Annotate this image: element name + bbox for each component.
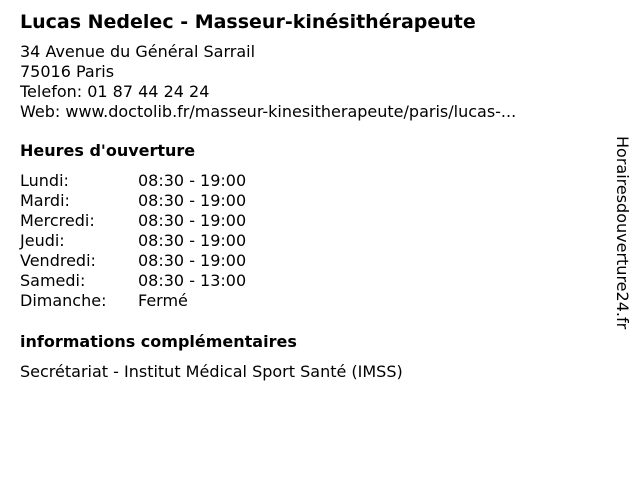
- hours-row-thursday: [20, 231, 600, 251]
- day-label: Mercredi:: [20, 211, 95, 230]
- hours-row-sunday: [20, 291, 600, 311]
- address-street: 34 Avenue du Général Sarrail: [20, 42, 256, 61]
- time-value: 08:30 - 19:00: [138, 171, 247, 190]
- hours-row-saturday: [20, 271, 600, 291]
- info-text: Secrétariat - Institut Médical Sport Santé (IMSS): [20, 362, 403, 381]
- phone-number: Telefon: 01 87 44 24 24: [20, 82, 210, 101]
- day-label: Lundi:: [20, 171, 69, 190]
- time-value: 08:30 - 19:00: [138, 231, 247, 250]
- business-card: [20, 10, 600, 382]
- day-label: Jeudi:: [20, 231, 65, 250]
- day-label: Mardi:: [20, 191, 70, 210]
- hours-row-monday: [20, 171, 600, 191]
- time-value: Fermé: [138, 291, 188, 310]
- day-label: Vendredi:: [20, 251, 96, 270]
- info-heading: informations complémentaires: [20, 332, 297, 351]
- hours-row-tuesday: [20, 191, 600, 211]
- watermark-text: Horairesdouverture24.fr: [613, 136, 632, 330]
- address-city: 75016 Paris: [20, 62, 115, 81]
- time-value: 08:30 - 19:00: [138, 211, 247, 230]
- hours-row-friday: [20, 251, 600, 271]
- time-value: 08:30 - 19:00: [138, 191, 247, 210]
- time-value: 08:30 - 19:00: [138, 251, 247, 270]
- watermark: [612, 136, 632, 346]
- day-label: Dimanche:: [20, 291, 107, 310]
- time-value: 08:30 - 13:00: [138, 271, 247, 290]
- business-name: Lucas Nedelec - Masseur-kinésithérapeute: [20, 11, 476, 33]
- hours-heading: Heures d'ouverture: [20, 141, 196, 160]
- hours-table: [20, 171, 600, 311]
- hours-row-wednesday: [20, 211, 600, 231]
- website-link: Web: www.doctolib.fr/masseur-kinesitherapeute/paris/lucas-...: [20, 102, 517, 121]
- day-label: Samedi:: [20, 271, 86, 290]
